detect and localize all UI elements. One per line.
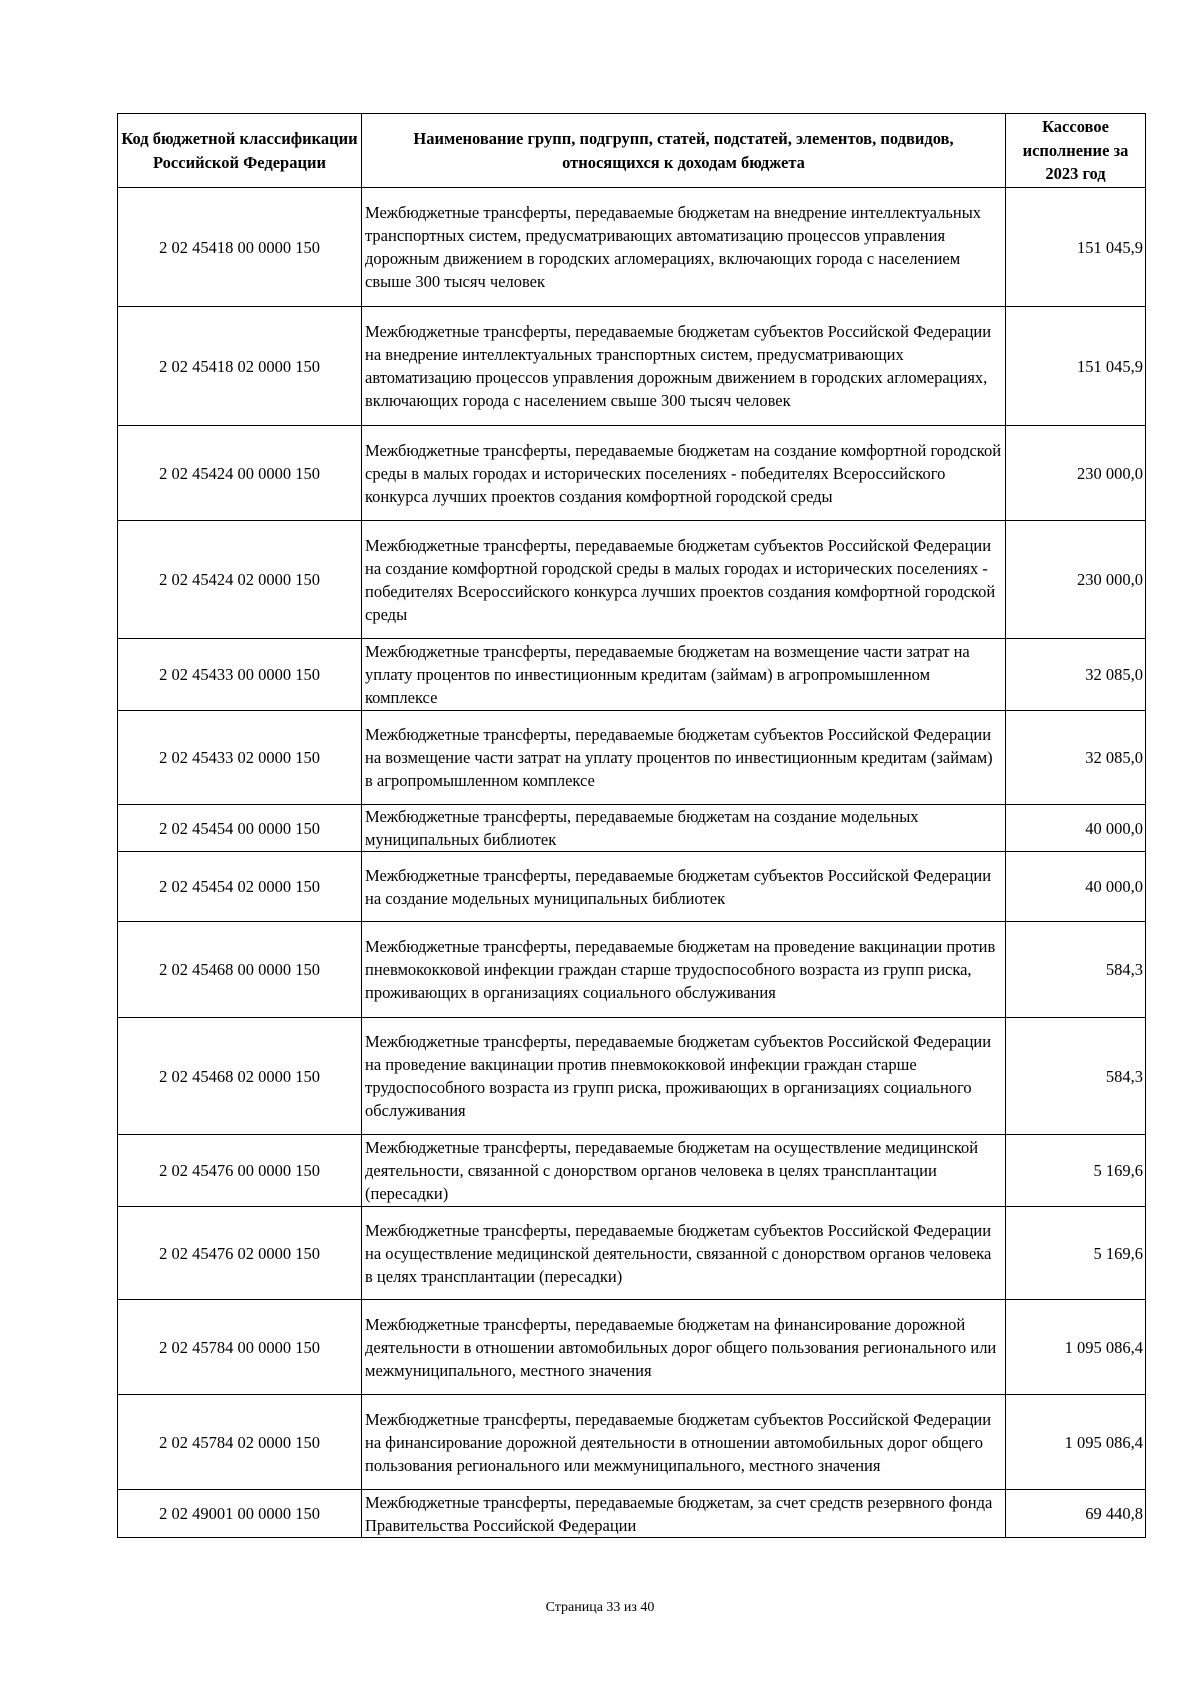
table-header-row (118, 114, 1146, 188)
row-name: Межбюджетные трансферты, передаваемые бюджетам субъектов Российской Федерации на проведение вакцинации против пневмококковой инфекции граждан старше трудоспособного возраста из групп риска, проживающих в организациях социального обслуживания (362, 1018, 1006, 1135)
row-amount: 230 000,0 (1006, 521, 1146, 639)
table-row (118, 1018, 1146, 1135)
row-code: 2 02 45454 02 0000 150 (118, 852, 362, 922)
row-amount: 32 085,0 (1006, 711, 1146, 805)
row-name: Межбюджетные трансферты, передаваемые бюджетам на создание модельных муниципальных библиотек (362, 805, 1006, 852)
row-code: 2 02 45433 00 0000 150 (118, 639, 362, 711)
table-row (118, 1300, 1146, 1395)
row-name: Межбюджетные трансферты, передаваемые бюджетам субъектов Российской Федерации на создание модельных муниципальных библиотек (362, 852, 1006, 922)
page-number: Страница 33 из 40 (545, 1600, 655, 1615)
row-code: 2 02 45468 02 0000 150 (118, 1018, 362, 1135)
table-row (118, 307, 1146, 426)
table-row (118, 1490, 1146, 1538)
row-amount: 230 000,0 (1006, 426, 1146, 521)
row-name: Межбюджетные трансферты, передаваемые бюджетам на создание комфортной городской среды в малых городах и исторических поселениях - победителях Всероссийского конкурса лучших проектов создания комфортной городской среды (362, 426, 1006, 521)
header-name: Наименование групп, подгрупп, статей, подстатей, элементов, подвидов, относящихся к доходам бюджета (362, 114, 1006, 188)
row-name: Межбюджетные трансферты, передаваемые бюджетам на проведение вакцинации против пневмококковой инфекции граждан старше трудоспособного возраста из групп риска, проживающих в организациях социального обслуживания (362, 922, 1006, 1018)
row-amount: 40 000,0 (1006, 852, 1146, 922)
row-amount: 151 045,9 (1006, 307, 1146, 426)
table-row (118, 805, 1146, 852)
row-amount: 5 169,6 (1006, 1135, 1146, 1207)
row-name: Межбюджетные трансферты, передаваемые бюджетам на внедрение интеллектуальных транспортных систем, предусматривающих автоматизацию процессов управления дорожным движением в городских агломерациях, включающих города с населением свыше 300 тысяч человек (362, 188, 1006, 307)
row-amount: 32 085,0 (1006, 639, 1146, 711)
row-code: 2 02 45784 02 0000 150 (118, 1395, 362, 1490)
row-name: Межбюджетные трансферты, передаваемые бюджетам субъектов Российской Федерации на осуществление медицинской деятельности, связанной с донорством органов человека в целях трансплантации (пересадки) (362, 1207, 1006, 1300)
row-name: Межбюджетные трансферты, передаваемые бюджетам на возмещение части затрат на уплату процентов по инвестиционным кредитам (займам) в агропромышленном комплексе (362, 639, 1006, 711)
row-amount: 5 169,6 (1006, 1207, 1146, 1300)
header-code: Код бюджетной классификации Российской Федерации (118, 114, 362, 188)
row-amount: 69 440,8 (1006, 1490, 1146, 1538)
table-row (118, 711, 1146, 805)
row-name: Межбюджетные трансферты, передаваемые бюджетам субъектов Российской Федерации на создание комфортной городской среды в малых городах и исторических поселениях - победителях Всероссийского конкурса лучших проектов создания комфортной городской среды (362, 521, 1006, 639)
row-name: Межбюджетные трансферты, передаваемые бюджетам субъектов Российской Федерации на возмещение части затрат на уплату процентов по инвестиционным кредитам (займам) в агропромышленном комплексе (362, 711, 1006, 805)
row-name: Межбюджетные трансферты, передаваемые бюджетам субъектов Российской Федерации на финансирование дорожной деятельности в отношении автомобильных дорог общего пользования регионального или межмуниципального, местного значения (362, 1395, 1006, 1490)
header-amount: Кассовое исполнение за 2023 год (1006, 114, 1146, 188)
row-name: Межбюджетные трансферты, передаваемые бюджетам на финансирование дорожной деятельности в отношении автомобильных дорог общего пользования регионального или межмуниципального, местного значения (362, 1300, 1006, 1395)
table-row (118, 922, 1146, 1018)
row-code: 2 02 45424 00 0000 150 (118, 426, 362, 521)
table-row (118, 1135, 1146, 1207)
row-code: 2 02 45424 02 0000 150 (118, 521, 362, 639)
row-amount: 40 000,0 (1006, 805, 1146, 852)
row-code: 2 02 49001 00 0000 150 (118, 1490, 362, 1538)
table-row (118, 521, 1146, 639)
row-code: 2 02 45418 00 0000 150 (118, 188, 362, 307)
row-code: 2 02 45454 00 0000 150 (118, 805, 362, 852)
row-code: 2 02 45476 02 0000 150 (118, 1207, 362, 1300)
row-amount: 584,3 (1006, 922, 1146, 1018)
row-code: 2 02 45433 02 0000 150 (118, 711, 362, 805)
row-name: Межбюджетные трансферты, передаваемые бюджетам субъектов Российской Федерации на внедрение интеллектуальных транспортных систем, предусматривающих автоматизацию процессов управления дорожным движением в городских агломерациях, включающих города с населением свыше 300 тысяч человек (362, 307, 1006, 426)
row-name: Межбюджетные трансферты, передаваемые бюджетам, за счет средств резервного фонда Правительства Российской Федерации (362, 1490, 1006, 1538)
table-row (118, 852, 1146, 922)
table-row (118, 426, 1146, 521)
table-row (118, 639, 1146, 711)
row-code: 2 02 45784 00 0000 150 (118, 1300, 362, 1395)
table-row (118, 1207, 1146, 1300)
row-name: Межбюджетные трансферты, передаваемые бюджетам на осуществление медицинской деятельности, связанной с донорством органов человека в целях трансплантации (пересадки) (362, 1135, 1006, 1207)
table-row (118, 188, 1146, 307)
table-row (118, 1395, 1146, 1490)
row-code: 2 02 45418 02 0000 150 (118, 307, 362, 426)
row-code: 2 02 45476 00 0000 150 (118, 1135, 362, 1207)
row-amount: 1 095 086,4 (1006, 1395, 1146, 1490)
row-amount: 1 095 086,4 (1006, 1300, 1146, 1395)
budget-revenue-table (117, 113, 1146, 1538)
row-amount: 151 045,9 (1006, 188, 1146, 307)
row-code: 2 02 45468 00 0000 150 (118, 922, 362, 1018)
row-amount: 584,3 (1006, 1018, 1146, 1135)
